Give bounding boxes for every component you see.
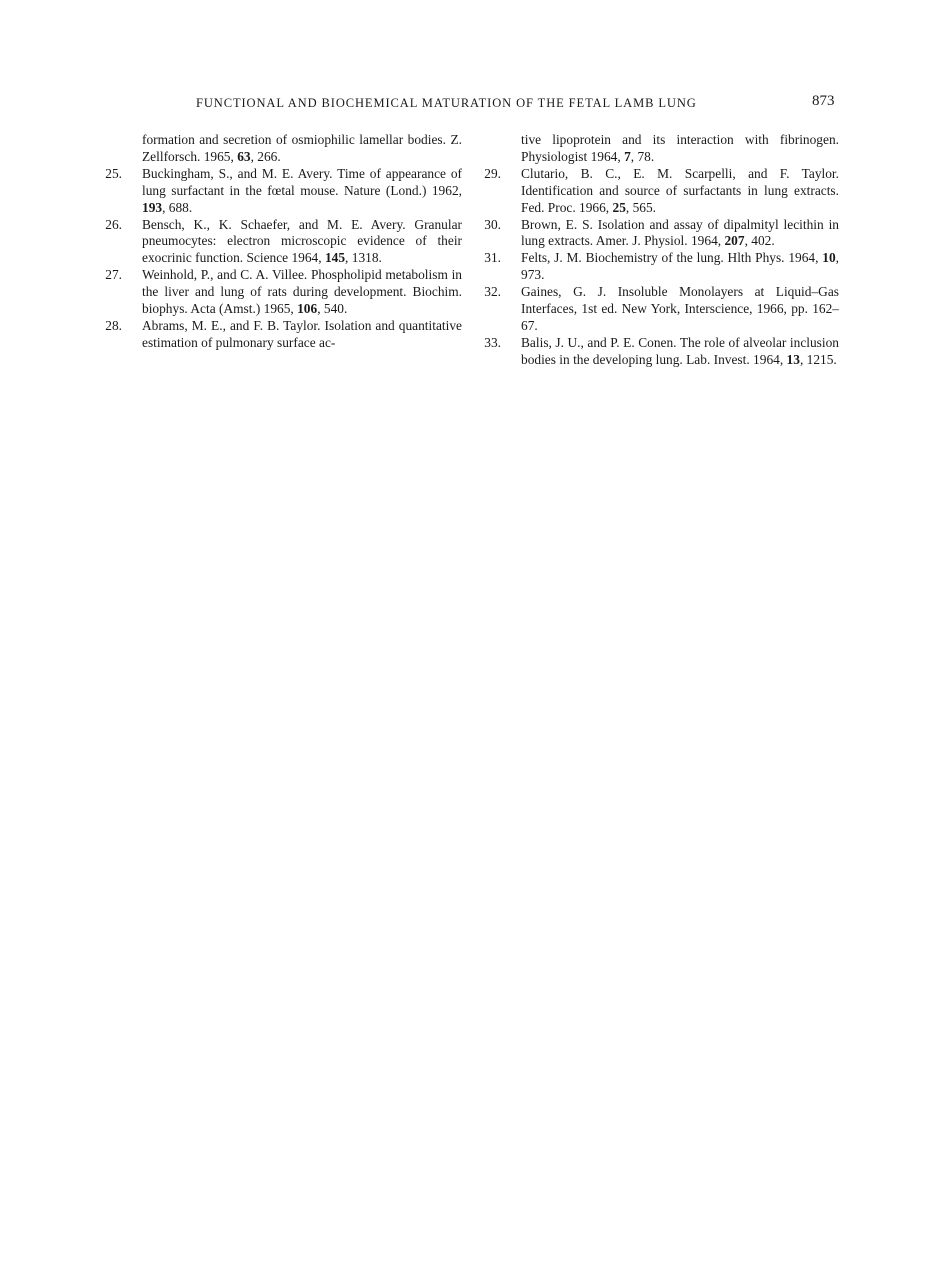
right-reference-column: [479, 132, 839, 369]
reference-32: 32. Gaines, G. J. Insoluble Monolayers at Liquid–Gas Interfaces, 1st ed. New York, Interscience, 1966, pp. 162–67.: [484, 284, 839, 333]
reference-28: 28. Abrams, M. E., and F. B. Taylor. Isolation and quantitative estimation of pulmonary surface ac-: [105, 317, 462, 350]
running-title: FUNCTIONAL AND BIOCHEMICAL MATURATION OF THE FETAL LAMB LUNG: [196, 96, 697, 110]
reference-continuation: formation and secretion of osmiophilic lamellar bodies. Z. Zellforsch. 1965, 63, 266.: [142, 132, 462, 164]
reference-27: 27. Weinhold, P., and C. A. Villee. Phospholipid metabolism in the liver and lung of rats during development. Biochim. biophys. Acta (Amst.) 1965, 106, 540.: [105, 267, 462, 317]
left-reference-column: [100, 132, 462, 352]
reference-31: 31. Felts, J. M. Biochemistry of the lung. Hlth Phys. 1964, 10, 973.: [484, 250, 839, 283]
reference-continuation: tive lipoprotein and its interaction with fibrinogen. Physiologist 1964, 7, 78.: [521, 132, 839, 164]
reference-25: 25. Buckingham, S., and M. E. Avery. Time of appearance of lung surfactant in the fœtal mouse. Nature (Lond.) 1962, 193, 688.: [105, 165, 462, 215]
reference-33: 33. Balis, J. U., and P. E. Conen. The role of alveolar inclusion bodies in the developing lung. Lab. Invest. 1964, 13, 1215.: [484, 334, 839, 367]
reference-29: 29. Clutario, B. C., E. M. Scarpelli, and F. Taylor. Identification and source of surfactants in lung extracts. Fed. Proc. 1966, 25, 565.: [484, 165, 839, 215]
reference-26: 26. Bensch, K., K. Schaefer, and M. E. Avery. Granular pneumocytes: electron microscopic evidence of their exocrinic function. Science 1964, 145, 1318.: [105, 216, 462, 266]
reference-30: 30. Brown, E. S. Isolation and assay of dipalmityl lecithin in lung extracts. Amer. J. Physiol. 1964, 207, 402.: [484, 216, 839, 249]
page-number: 873: [812, 93, 835, 109]
